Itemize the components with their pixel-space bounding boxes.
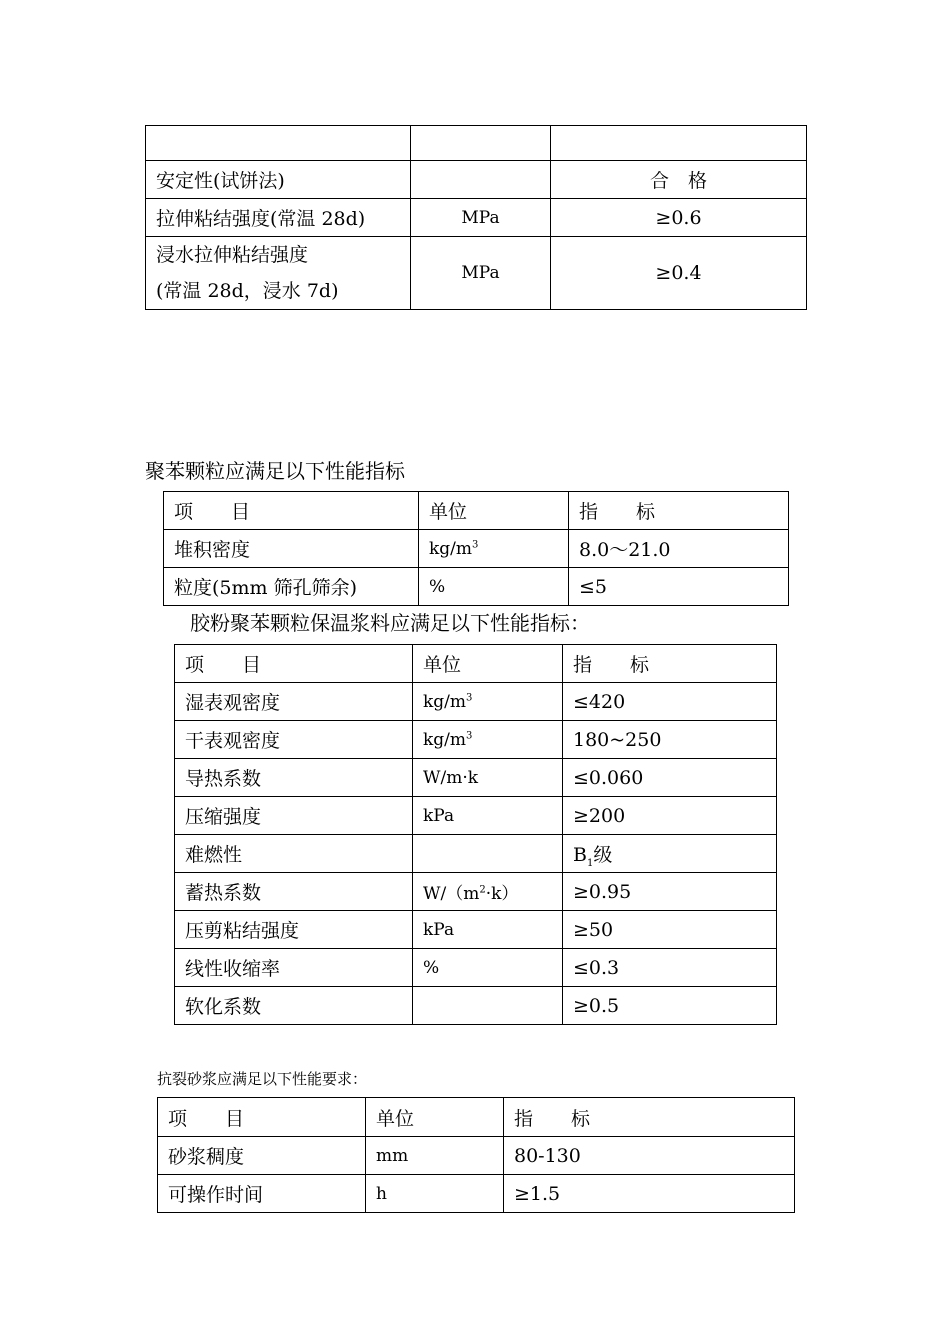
table-cell-value: 180~250 [563,721,777,759]
table-cell-unit: kPa [413,797,563,835]
table-row [175,759,777,797]
table-cell-value: $B_1$级 [563,835,777,873]
table-row [146,161,807,199]
table-cell-value: ≥0.6 [551,199,807,237]
table-row [175,949,777,987]
table-cell-unit: W/m·k [413,759,563,797]
table-cell-value: ≤420 [563,683,777,721]
table-cell-unit: $kg/m^3$ [413,683,563,721]
table-cell-item: 压剪粘结强度 [175,911,413,949]
table-cell-item: 软化系数 [175,987,413,1025]
table-cement-properties [145,125,807,310]
table-row [175,873,777,911]
table-header-row [164,492,789,530]
table-cell-value: ≥1.5 [504,1175,795,1213]
table-cell-item: 湿表观密度 [175,683,413,721]
table-cell-value: ≤0.060 [563,759,777,797]
table-cell-value: 8.0～21.0 [569,530,789,568]
table-cell-unit: MPa [411,237,551,310]
table-cell-unit [411,126,551,161]
table-cell-item: 线性收缩率 [175,949,413,987]
table-cell-value: ≥0.4 [551,237,807,310]
table-polystyrene-granules [163,491,789,606]
header-item: 项 目 [158,1098,366,1137]
header-unit: 单位 [366,1098,504,1137]
table-cell-item: 拉伸粘结强度(常温 28d) [146,199,411,237]
table-cell-value: 80-130 [504,1137,795,1175]
table-row [164,568,789,606]
table-cell-unit [413,987,563,1025]
table-row [146,237,807,310]
table-cell-value: ≥50 [563,911,777,949]
header-unit: 单位 [419,492,569,530]
table-cell-item: 蓄热系数 [175,873,413,911]
table-cell-item: 难燃性 [175,835,413,873]
table-cell-unit: $kg/m^3$ [419,530,569,568]
table-cell-unit: % [413,949,563,987]
table-row [175,987,777,1025]
table-cell-item: 干表观密度 [175,721,413,759]
section-heading-anticrack-mortar: 抗裂砂浆应满足以下性能要求： [157,1070,368,1088]
table-cell-value: ≤5 [569,568,789,606]
table-row [164,530,789,568]
table-row [175,683,777,721]
table-cell-item [146,237,411,310]
table-cell-item: 安定性(试饼法) [146,161,411,199]
table-header-row [175,645,777,683]
table-cell-unit: % [419,568,569,606]
table-cell-unit: $W/(m^2\cdot k)$ [413,873,563,911]
table-cell-unit [413,835,563,873]
header-item: 项 目 [175,645,413,683]
table-cell-value [551,126,807,161]
section-heading-polystyrene: 聚苯颗粒应满足以下性能指标 [145,459,405,483]
table-row [146,199,807,237]
table-cell-value: ≥0.95 [563,873,777,911]
table-row [158,1137,795,1175]
item-line-1: 浸水拉伸粘结强度 [156,244,309,266]
header-item: 项 目 [164,492,419,530]
table-row [175,911,777,949]
table-row [175,797,777,835]
table-cell-item: 导热系数 [175,759,413,797]
table-cell-value: 合 格 [551,161,807,199]
table-cell-unit: mm [366,1137,504,1175]
header-value: 指 标 [563,645,777,683]
table-insulation-mortar [174,644,777,1025]
item-line-2: (常温 28d，浸水 7d) [156,280,339,302]
table-cell-item: 堆积密度 [164,530,419,568]
table-cell-unit: $kg/m^3$ [413,721,563,759]
table-row [158,1175,795,1213]
table-cell-unit [411,161,551,199]
table-cell-unit: MPa [411,199,551,237]
table-cell-value: ≥200 [563,797,777,835]
table-row [175,835,777,873]
table-cell-item: 可操作时间 [158,1175,366,1213]
header-value: 指 标 [504,1098,795,1137]
table-cell-item: 砂浆稠度 [158,1137,366,1175]
section-heading-insulation-mortar: 胶粉聚苯颗粒保温浆料应满足以下性能指标： [190,611,590,635]
table-cell-item: 压缩强度 [175,797,413,835]
table-anticrack-mortar [157,1097,795,1213]
table-cell-unit: h [366,1175,504,1213]
table-cell-value: ≥0.5 [563,987,777,1025]
table-header-row [158,1098,795,1137]
table-cell-item: 粒度(5mm 筛孔筛余) [164,568,419,606]
header-value: 指 标 [569,492,789,530]
table-cell-value: ≤0.3 [563,949,777,987]
header-unit: 单位 [413,645,563,683]
table-cell-unit: kPa [413,911,563,949]
table-row [146,126,807,161]
table-cell-item [146,126,411,161]
table-row [175,721,777,759]
